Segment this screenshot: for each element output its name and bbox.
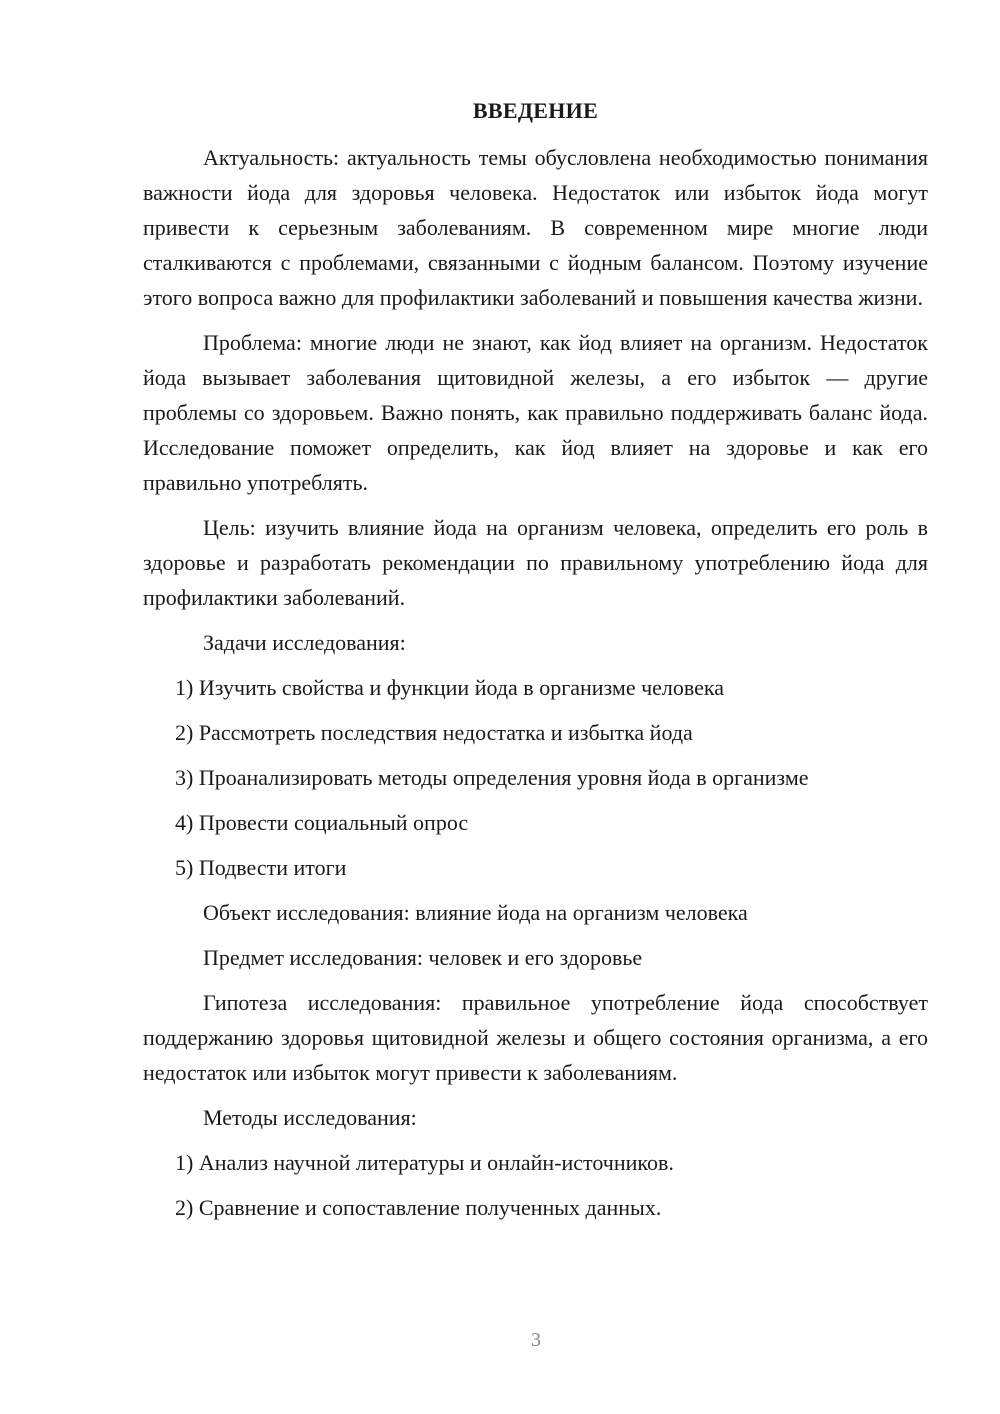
page-number: 3 [531, 1329, 541, 1351]
subject-paragraph: Предмет исследования: человек и его здоровье [203, 945, 643, 970]
method-item: 2) Сравнение и сопоставление полученных данных. [175, 1195, 662, 1220]
methods-list [143, 1145, 928, 1225]
task-item: 2) Рассмотреть последствия недостатка и избытка йода [175, 720, 693, 745]
methods-title: Методы исследования: [203, 1105, 417, 1130]
document-body [143, 140, 928, 1235]
task-item: 5) Подвести итоги [175, 855, 347, 880]
task-item: 4) Провести социальный опрос [175, 810, 469, 835]
method-item: 1) Анализ научной литературы и онлайн-источников. [175, 1150, 674, 1175]
task-item: 1) Изучить свойства и функции йода в организме человека [175, 675, 725, 700]
tasks-list [143, 670, 928, 885]
section-heading: ВВЕДЕНИЕ [472, 98, 599, 123]
problem-paragraph: Проблема: многие люди не знают, как йод влияет на организм. Недостаток йода вызывает заболевания щитовидной железы, а его избыток — другие проблемы со здоровьем. Важно понять, как правильно поддерживать баланс йода. Исследование поможет определить, как йод влияет на здоровье и как его правильно употреблять. [143, 330, 928, 495]
tasks-title: Задачи исследования: [203, 630, 406, 655]
task-item: 3) Проанализировать методы определения уровня йода в организме [175, 765, 809, 790]
object-paragraph: Объект исследования: влияние йода на организм человека [203, 900, 748, 925]
hypothesis-paragraph: Гипотеза исследования: правильное употребление йода способствует поддержанию здоровья щитовидной железы и общего состояния организма, а его недостаток или избыток могут привести к заболеваниям. [143, 990, 928, 1085]
goal-paragraph: Цель: изучить влияние йода на организм человека, определить его роль в здоровье и разработать рекомендации по правильному употреблению йода для профилактики заболеваний. [143, 515, 928, 610]
relevance-paragraph: Актуальность: актуальность темы обусловлена необходимостью понимания важности йода для здоровья человека. Недостаток или избыток йода могут привести к серьезным заболеваниям. В современном мире многие люди сталкиваются с проблемами, связанными с йодным балансом. Поэтому изучение этого вопроса важно для профилактики заболеваний и повышения качества жизни. [143, 145, 928, 310]
